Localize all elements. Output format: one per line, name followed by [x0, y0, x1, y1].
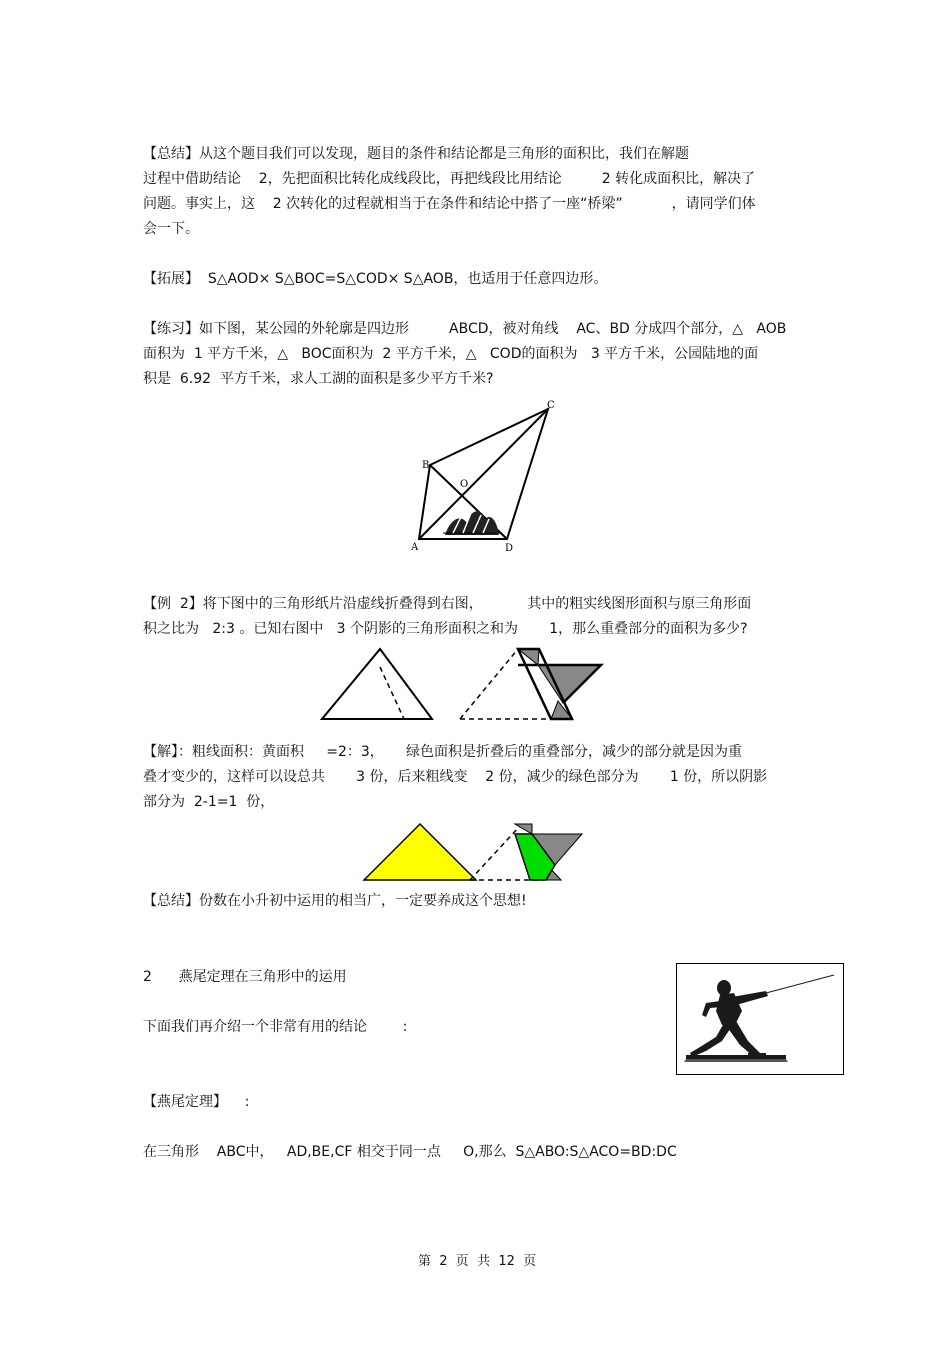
solution-line-2: 叠才变少的，这样可以设总共 3 份，后来粗线变 2 份，减少的绿色部分为 1 份，所以阴影 — [143, 769, 768, 785]
solution-line-1: 【解】：粗线面积：黄面积 =2：3， 绿色面积是折叠后的重叠部分，减少的部分就是因为重 — [143, 744, 743, 760]
summary-line-4: 会一下。 — [143, 221, 199, 237]
page-footer: 第 2 页 共 12 页 — [418, 1254, 537, 1269]
summary-line-2: 过程中借助结论 2，先把面积比转化成线段比，再把线段比用结论 2 转化成面积比，解决了 — [143, 171, 756, 187]
example2-line-2: 积之比为 2:3 。已知右图中 3 个阴影的三角形面积之和为 1，那么重叠部分的面积为多少? — [143, 621, 748, 637]
summary2-text: 【总结】份数在小升初中运用的相当广，一定要养成这个思想! — [143, 893, 527, 909]
folding-figures — [318, 645, 608, 725]
section2-heading: 2 燕尾定理在三角形中的运用 — [143, 969, 347, 985]
theorem-text: 在三角形 ABC中， AD,BE,CF 相交于同一点 O,那么 S△ABO:S△ACO=BD:DC — [143, 1144, 677, 1160]
fencer-image — [676, 963, 844, 1075]
solution-line-3: 部分为 2-1=1 份， — [143, 794, 275, 810]
practice-line-3: 积是 6.92 平方千米，求人工湖的面积是多少平方千米? — [143, 371, 494, 387]
practice-line-2: 面积为 1 平方千米，△ BOC面积为 2 平方千米，△ COD的面积为 3 平方千米，公园陆地的面 — [143, 346, 759, 362]
theorem-title: 【燕尾定理】 : — [143, 1094, 250, 1110]
yellow-triangle — [364, 824, 476, 880]
colored-folded-figure — [470, 824, 582, 880]
example2-line-1: 【例 2】将下图中的三角形纸片沿虚线折叠得到右图， 其中的粗实线图形面积与原三角形面 — [143, 596, 752, 612]
lake-hatch — [443, 511, 501, 535]
summary-line-1: 【总结】从这个题目我们可以发现，题目的条件和结论都是三角形的面积比，我们在解题 — [143, 146, 689, 162]
vertex-label-b: B — [422, 460, 430, 471]
center-label-o: O — [460, 479, 469, 490]
vertex-label-d: D — [505, 543, 514, 554]
vertex-label-c: C — [547, 400, 555, 411]
summary-line-3: 问题。事实上，这 2 次转化的过程就相当于在条件和结论中搭了一座“桥梁” ，请同学们体 — [143, 196, 756, 212]
folded-figure — [460, 649, 601, 719]
vertex-label-a: A — [411, 542, 419, 553]
original-triangle — [322, 649, 432, 719]
park-quadrilateral-figure — [405, 395, 565, 560]
extension-text: 【拓展】 S△AOD× S△BOC=S△COD× S△AOB，也适用于任意四边形。 — [143, 271, 608, 287]
section2-intro: 下面我们再介绍一个非常有用的结论 : — [143, 1019, 408, 1035]
colored-figures — [360, 820, 590, 885]
practice-line-1: 【练习】如下图，某公园的外轮廓是四边形 ABCD，被对角线 AC、BD 分成四个部分，△ AOB — [143, 321, 787, 337]
